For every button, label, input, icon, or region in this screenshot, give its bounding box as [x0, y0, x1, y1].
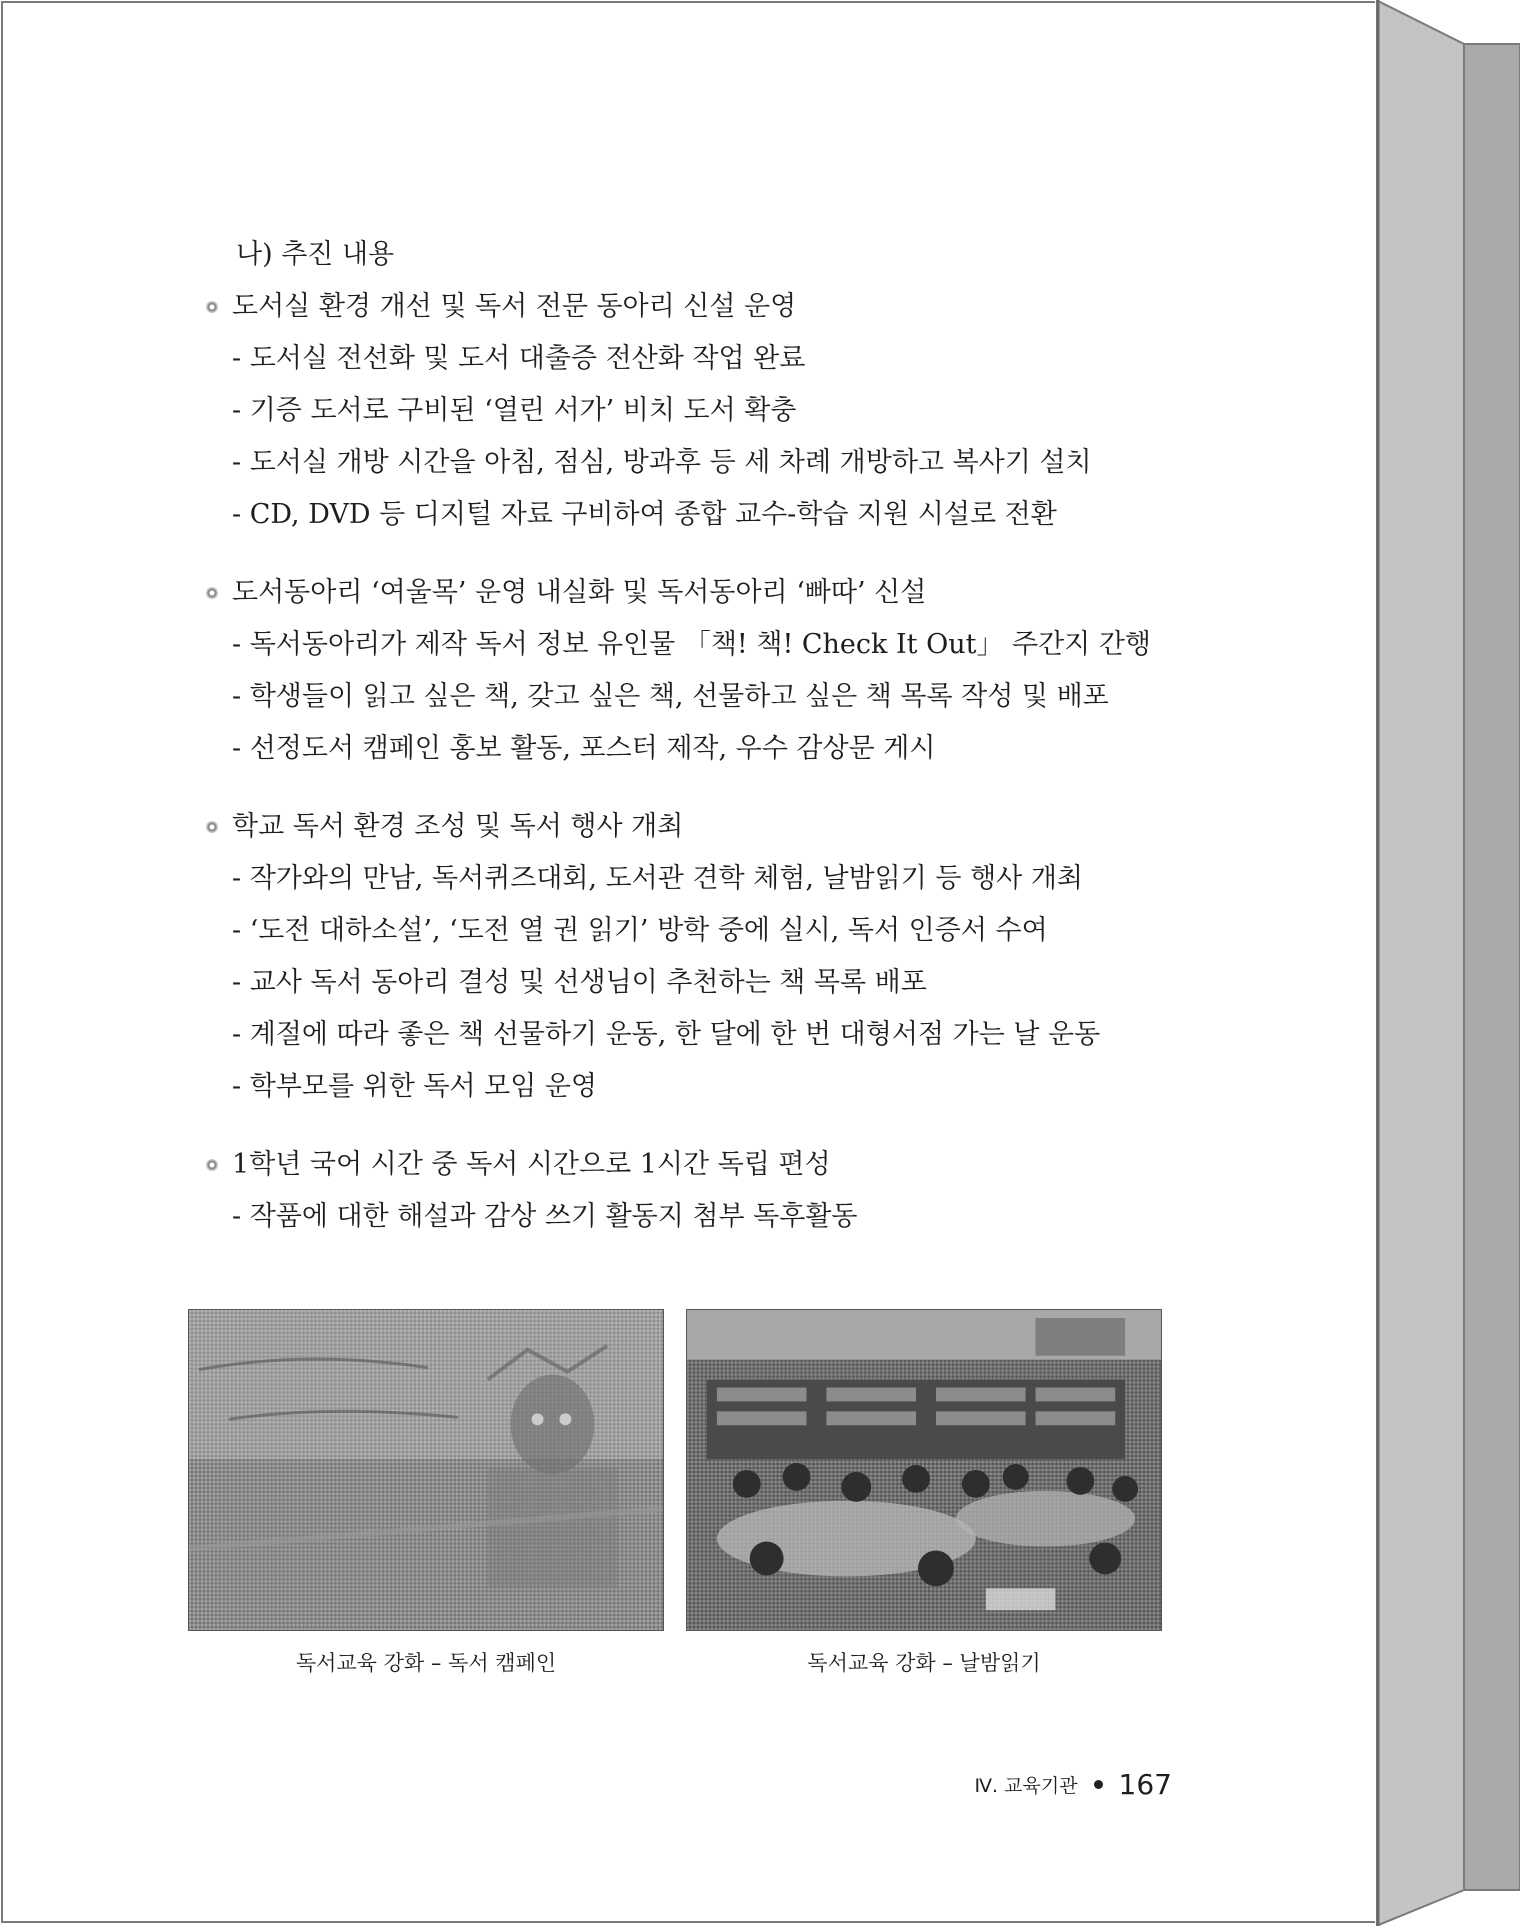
caption-row — [188, 1648, 1165, 1678]
section-title — [200, 1148, 1200, 1182]
bullet-icon — [206, 587, 218, 599]
section-title — [200, 810, 1200, 844]
section-reading-class — [200, 1148, 1200, 1234]
list-item: - 작가와의 만남, 독서퀴즈대회, 도서관 견학 체험, 날밤읽기 등 행사 개최 — [232, 863, 1083, 894]
list-item: - 기증 도서로 구비된 ‘열린 서가’ 비치 도서 확충 — [232, 395, 797, 426]
section-title-text: 도서동아리 ‘여울목’ 운영 내실화 및 독서동아리 ‘빠따’ 신설 — [232, 577, 927, 608]
section-title-text: 도서실 환경 개선 및 독서 전문 동아리 신설 운영 — [232, 291, 797, 322]
document-body — [200, 238, 1200, 1278]
sub-heading: 나) 추진 내용 — [236, 239, 395, 270]
list-item: - 학생들이 읽고 싶은 책, 갖고 싶은 책, 선물하고 싶은 책 목록 작성 및 배포 — [232, 681, 1109, 712]
section-title-text: 학교 독서 환경 조성 및 독서 행사 개최 — [232, 811, 684, 842]
chapter-label: Ⅳ. 교육기관 — [974, 1775, 1078, 1797]
list-item: - 도서실 전선화 및 도서 대출증 전산화 작업 완료 — [232, 343, 806, 374]
page-number: 167 — [1118, 1768, 1172, 1801]
night-reading-photo — [686, 1309, 1162, 1631]
campaign-photo — [188, 1309, 664, 1631]
list-item: - ‘도전 대하소설’, ‘도전 열 권 읽기’ 방학 중에 실시, 독서 인증서 수여 — [232, 915, 1048, 946]
page-footer — [975, 1768, 1172, 1804]
section-library-environment — [200, 290, 1200, 532]
bullet-icon — [206, 821, 218, 833]
list-item: - 교사 독서 동아리 결성 및 선생님이 추천하는 책 목록 배포 — [232, 967, 927, 998]
list-item: - CD, DVD 등 디지털 자료 구비하여 종합 교수-학습 지원 시설로 전환 — [232, 499, 1057, 530]
bullet-icon — [206, 1159, 218, 1171]
campaign-photo-caption: 독서교육 강화 – 독서 캠페인 — [295, 1651, 557, 1675]
section-title — [200, 576, 1200, 610]
night-reading-photo-caption: 독서교육 강화 – 날밤읽기 — [807, 1651, 1041, 1675]
book-page-edge — [1376, 0, 1520, 1926]
dot-icon — [1094, 1780, 1103, 1789]
list-item: - 학부모를 위한 독서 모임 운영 — [232, 1071, 598, 1102]
section-title — [200, 290, 1200, 324]
section-reading-events — [200, 810, 1200, 1104]
section-reading-club — [200, 576, 1200, 766]
section-title-text: 1학년 국어 시간 중 독서 시간으로 1시간 독립 편성 — [232, 1149, 831, 1180]
list-item: - 선정도서 캠페인 홍보 활동, 포스터 제작, 우수 감상문 게시 — [232, 733, 936, 764]
photo-row — [188, 1309, 1165, 1633]
list-item: - 도서실 개방 시간을 아침, 점심, 방과후 등 세 차례 개방하고 복사기 설치 — [232, 447, 1092, 478]
list-item: - 계절에 따라 좋은 책 선물하기 운동, 한 달에 한 번 대형서점 가는 날 운동 — [232, 1019, 1101, 1050]
list-item: - 독서동아리가 제작 독서 정보 유인물 「책! 책! Check It Out」 주간지 간행 — [232, 629, 1152, 660]
bullet-icon — [206, 301, 218, 313]
list-item: - 작품에 대한 해설과 감상 쓰기 활동지 첨부 독후활동 — [232, 1201, 858, 1232]
